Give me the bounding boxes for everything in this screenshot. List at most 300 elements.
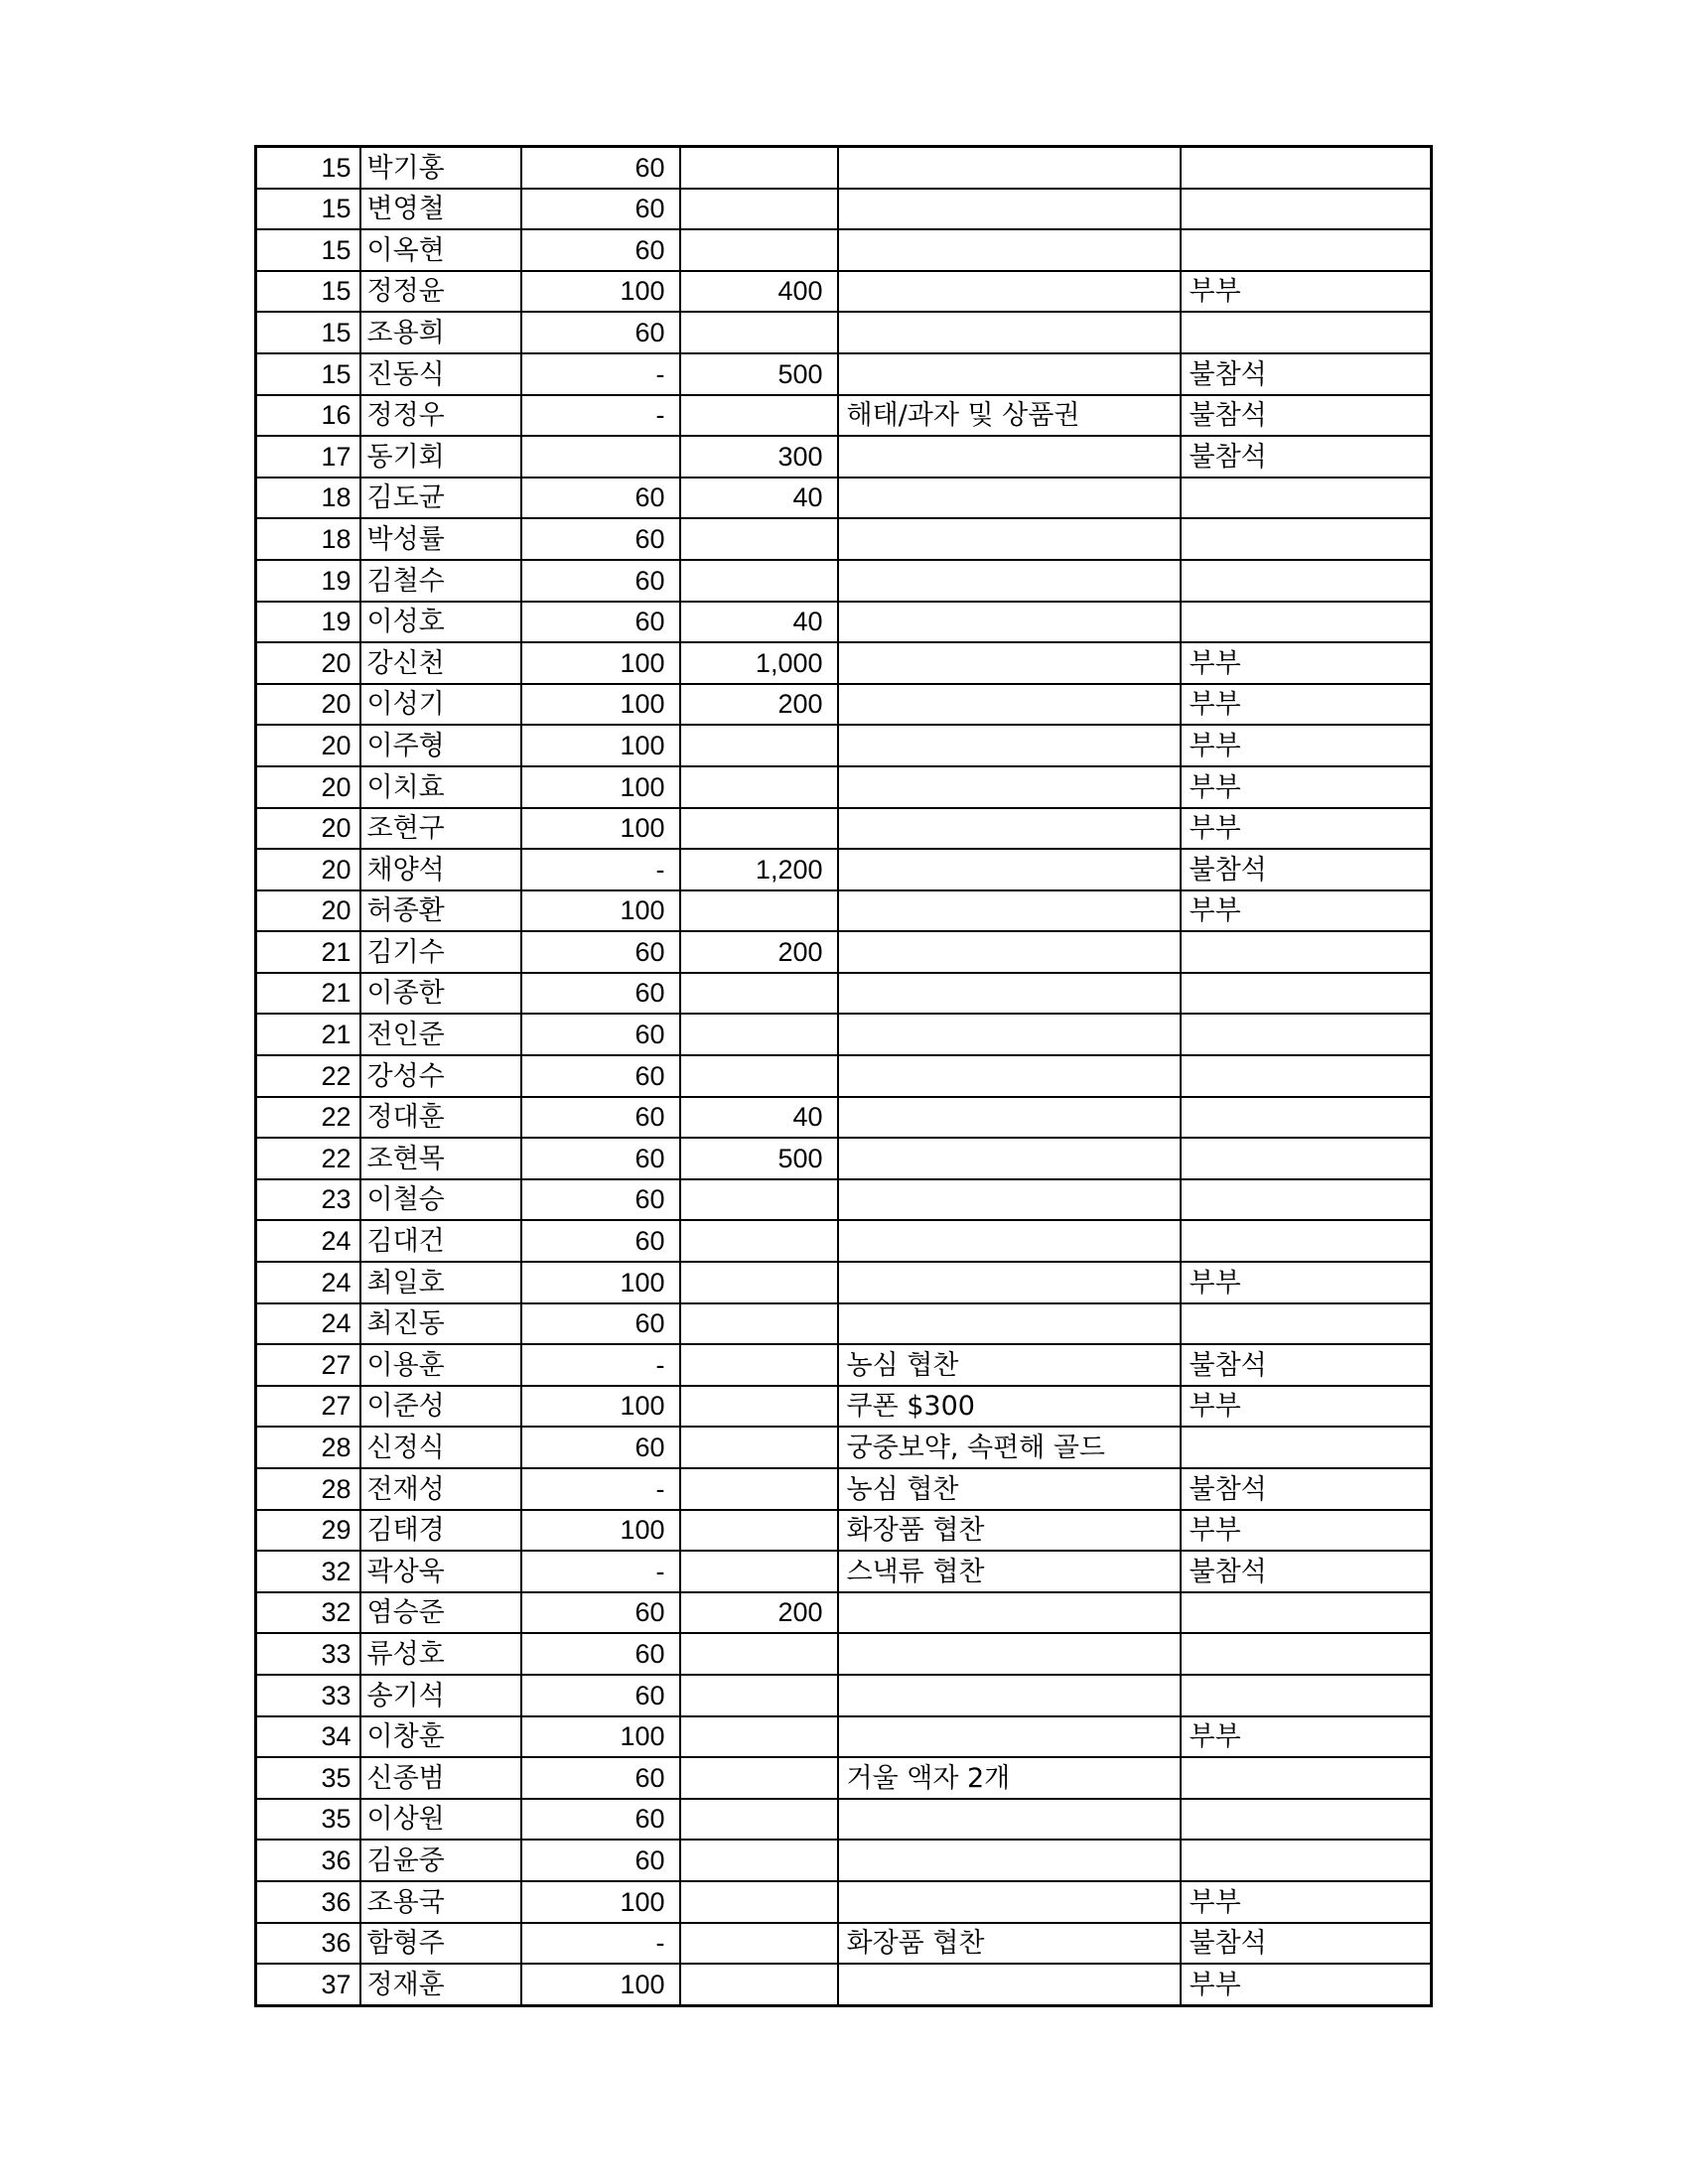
member-name-cell: 전재성 <box>360 1468 521 1510</box>
note-cell <box>838 1179 1181 1221</box>
amount-b-cell <box>680 1881 838 1923</box>
note-cell <box>838 890 1181 932</box>
member-name-cell: 김윤중 <box>360 1840 521 1881</box>
table-row <box>256 353 1432 395</box>
member-name-cell: 최일호 <box>360 1262 521 1303</box>
table-row <box>256 1510 1432 1552</box>
amount-b-cell <box>680 1055 838 1097</box>
note-cell <box>838 1633 1181 1675</box>
table-row <box>256 1923 1432 1965</box>
status-cell <box>1181 147 1432 189</box>
class-number-cell: 20 <box>256 684 360 726</box>
roster-body <box>256 147 1432 2006</box>
amount-b-cell <box>680 560 838 602</box>
status-cell <box>1181 1138 1432 1179</box>
table-row <box>256 1468 1432 1510</box>
member-name-cell: 이상원 <box>360 1799 521 1841</box>
class-number-cell: 29 <box>256 1510 360 1552</box>
status-cell: 부부 <box>1181 271 1432 313</box>
amount-a-cell: 60 <box>521 147 680 189</box>
member-name-cell: 이철승 <box>360 1179 521 1221</box>
amount-b-cell <box>680 1220 838 1262</box>
note-cell <box>838 353 1181 395</box>
amount-a-cell: 60 <box>521 1220 680 1262</box>
note-cell <box>838 1097 1181 1139</box>
table-row <box>256 518 1432 560</box>
class-number-cell: 18 <box>256 518 360 560</box>
amount-a-cell: - <box>521 1551 680 1592</box>
member-name-cell: 김대건 <box>360 1220 521 1262</box>
class-number-cell: 22 <box>256 1097 360 1139</box>
note-cell <box>838 271 1181 313</box>
note-cell: 농심 협찬 <box>838 1344 1181 1386</box>
member-name-cell: 이창훈 <box>360 1716 521 1758</box>
class-number-cell: 34 <box>256 1716 360 1758</box>
note-cell <box>838 518 1181 560</box>
amount-b-cell <box>680 1427 838 1468</box>
amount-b-cell <box>680 189 838 230</box>
amount-a-cell: - <box>521 353 680 395</box>
class-number-cell: 20 <box>256 766 360 808</box>
status-cell <box>1181 560 1432 602</box>
class-number-cell: 32 <box>256 1551 360 1592</box>
table-row <box>256 1262 1432 1303</box>
amount-a-cell: - <box>521 395 680 437</box>
table-row <box>256 1055 1432 1097</box>
amount-a-cell: 60 <box>521 229 680 271</box>
amount-a-cell: 60 <box>521 1675 680 1716</box>
member-name-cell: 변영철 <box>360 189 521 230</box>
class-number-cell: 37 <box>256 1964 360 2005</box>
note-cell <box>838 1220 1181 1262</box>
amount-b-cell <box>680 1510 838 1552</box>
member-name-cell: 김태경 <box>360 1510 521 1552</box>
class-number-cell: 28 <box>256 1468 360 1510</box>
class-number-cell: 27 <box>256 1344 360 1386</box>
note-cell <box>838 478 1181 519</box>
note-cell <box>838 1964 1181 2005</box>
status-cell <box>1181 1014 1432 1055</box>
amount-b-cell: 40 <box>680 1097 838 1139</box>
amount-a-cell: 60 <box>521 1592 680 1634</box>
amount-a-cell: 60 <box>521 1097 680 1139</box>
status-cell: 부부 <box>1181 766 1432 808</box>
note-cell: 거울 액자 2개 <box>838 1757 1181 1799</box>
member-name-cell: 채양석 <box>360 849 521 890</box>
amount-a-cell: 100 <box>521 808 680 850</box>
table-row <box>256 1633 1432 1675</box>
amount-a-cell: 100 <box>521 642 680 684</box>
status-cell <box>1181 518 1432 560</box>
amount-b-cell: 400 <box>680 271 838 313</box>
member-name-cell: 전인준 <box>360 1014 521 1055</box>
amount-b-cell <box>680 1551 838 1592</box>
amount-b-cell <box>680 395 838 437</box>
table-row <box>256 312 1432 353</box>
table-row <box>256 1551 1432 1592</box>
table-row <box>256 808 1432 850</box>
amount-a-cell: 100 <box>521 1716 680 1758</box>
table-row <box>256 890 1432 932</box>
member-name-cell: 박성률 <box>360 518 521 560</box>
amount-b-cell <box>680 147 838 189</box>
amount-a-cell: 60 <box>521 1138 680 1179</box>
amount-a-cell: - <box>521 849 680 890</box>
class-number-cell: 27 <box>256 1386 360 1428</box>
amount-b-cell <box>680 518 838 560</box>
status-cell: 부부 <box>1181 1716 1432 1758</box>
note-cell <box>838 1303 1181 1345</box>
class-number-cell: 33 <box>256 1675 360 1716</box>
note-cell <box>838 229 1181 271</box>
class-number-cell: 21 <box>256 973 360 1015</box>
class-number-cell: 20 <box>256 890 360 932</box>
status-cell <box>1181 1055 1432 1097</box>
amount-b-cell <box>680 1344 838 1386</box>
table-row <box>256 931 1432 973</box>
note-cell <box>838 1592 1181 1634</box>
class-number-cell: 21 <box>256 1014 360 1055</box>
member-name-cell: 정정윤 <box>360 271 521 313</box>
member-name-cell: 이성기 <box>360 684 521 726</box>
table-row <box>256 271 1432 313</box>
amount-a-cell: 100 <box>521 725 680 766</box>
member-name-cell: 이성호 <box>360 602 521 643</box>
table-row <box>256 1592 1432 1634</box>
member-name-cell: 박기홍 <box>360 147 521 189</box>
amount-b-cell <box>680 1633 838 1675</box>
member-name-cell: 정정우 <box>360 395 521 437</box>
status-cell <box>1181 189 1432 230</box>
class-number-cell: 15 <box>256 229 360 271</box>
table-row <box>256 766 1432 808</box>
amount-a-cell: 60 <box>521 1840 680 1881</box>
amount-a-cell: - <box>521 1923 680 1965</box>
table-row <box>256 395 1432 437</box>
table-row <box>256 229 1432 271</box>
status-cell: 부부 <box>1181 642 1432 684</box>
member-name-cell: 이용훈 <box>360 1344 521 1386</box>
note-cell <box>838 1840 1181 1881</box>
status-cell <box>1181 1799 1432 1841</box>
note-cell <box>838 931 1181 973</box>
note-cell: 스낵류 협찬 <box>838 1551 1181 1592</box>
amount-a-cell: 60 <box>521 1633 680 1675</box>
member-name-cell: 동기회 <box>360 436 521 478</box>
table-row <box>256 1014 1432 1055</box>
member-name-cell: 김기수 <box>360 931 521 973</box>
amount-b-cell <box>680 1716 838 1758</box>
note-cell <box>838 1055 1181 1097</box>
table-row <box>256 1097 1432 1139</box>
class-number-cell: 15 <box>256 147 360 189</box>
amount-a-cell: 100 <box>521 766 680 808</box>
amount-a-cell: 60 <box>521 1799 680 1841</box>
status-cell: 부부 <box>1181 1386 1432 1428</box>
status-cell: 불참석 <box>1181 353 1432 395</box>
class-number-cell: 15 <box>256 312 360 353</box>
class-number-cell: 23 <box>256 1179 360 1221</box>
amount-a-cell: 100 <box>521 684 680 726</box>
class-number-cell: 20 <box>256 849 360 890</box>
member-name-cell: 허종환 <box>360 890 521 932</box>
member-name-cell: 진동식 <box>360 353 521 395</box>
amount-a-cell: 100 <box>521 271 680 313</box>
class-number-cell: 17 <box>256 436 360 478</box>
member-name-cell: 신종범 <box>360 1757 521 1799</box>
note-cell <box>838 1716 1181 1758</box>
class-number-cell: 19 <box>256 560 360 602</box>
status-cell: 부부 <box>1181 1262 1432 1303</box>
amount-b-cell: 1,200 <box>680 849 838 890</box>
member-name-cell: 이치효 <box>360 766 521 808</box>
table-row <box>256 1964 1432 2005</box>
amount-a-cell: 60 <box>521 1303 680 1345</box>
member-name-cell: 송기석 <box>360 1675 521 1716</box>
note-cell <box>838 725 1181 766</box>
table-row <box>256 602 1432 643</box>
amount-a-cell: 60 <box>521 312 680 353</box>
note-cell <box>838 312 1181 353</box>
class-number-cell: 20 <box>256 808 360 850</box>
amount-b-cell <box>680 1923 838 1965</box>
table-row <box>256 1386 1432 1428</box>
class-number-cell: 28 <box>256 1427 360 1468</box>
amount-b-cell <box>680 1386 838 1428</box>
note-cell: 해태/과자 및 상품권 <box>838 395 1181 437</box>
amount-b-cell: 200 <box>680 1592 838 1634</box>
table-row <box>256 1881 1432 1923</box>
amount-b-cell <box>680 1014 838 1055</box>
class-number-cell: 24 <box>256 1303 360 1345</box>
amount-a-cell: 60 <box>521 478 680 519</box>
note-cell <box>838 189 1181 230</box>
note-cell <box>838 1014 1181 1055</box>
table-row <box>256 147 1432 189</box>
status-cell: 불참석 <box>1181 436 1432 478</box>
note-cell <box>838 436 1181 478</box>
amount-b-cell <box>680 808 838 850</box>
class-number-cell: 21 <box>256 931 360 973</box>
amount-b-cell: 40 <box>680 602 838 643</box>
table-row <box>256 189 1432 230</box>
amount-b-cell <box>680 1468 838 1510</box>
class-number-cell: 36 <box>256 1923 360 1965</box>
status-cell <box>1181 1303 1432 1345</box>
member-name-cell: 조현구 <box>360 808 521 850</box>
member-name-cell: 이준성 <box>360 1386 521 1428</box>
class-number-cell: 24 <box>256 1262 360 1303</box>
amount-b-cell <box>680 725 838 766</box>
status-cell <box>1181 312 1432 353</box>
status-cell: 부부 <box>1181 684 1432 726</box>
amount-b-cell <box>680 890 838 932</box>
status-cell <box>1181 1633 1432 1675</box>
status-cell: 부부 <box>1181 1964 1432 2005</box>
table-row <box>256 436 1432 478</box>
member-name-cell: 김도균 <box>360 478 521 519</box>
class-number-cell: 33 <box>256 1633 360 1675</box>
note-cell: 농심 협찬 <box>838 1468 1181 1510</box>
amount-b-cell: 200 <box>680 931 838 973</box>
amount-b-cell: 500 <box>680 353 838 395</box>
member-name-cell: 이옥현 <box>360 229 521 271</box>
note-cell <box>838 602 1181 643</box>
table-row <box>256 1303 1432 1345</box>
status-cell <box>1181 1427 1432 1468</box>
amount-a-cell: 100 <box>521 1510 680 1552</box>
class-number-cell: 16 <box>256 395 360 437</box>
table-row <box>256 1427 1432 1468</box>
table-row <box>256 973 1432 1015</box>
member-name-cell: 조용국 <box>360 1881 521 1923</box>
class-number-cell: 36 <box>256 1881 360 1923</box>
status-cell <box>1181 1179 1432 1221</box>
status-cell <box>1181 1097 1432 1139</box>
table-row <box>256 1179 1432 1221</box>
class-number-cell: 20 <box>256 725 360 766</box>
note-cell <box>838 766 1181 808</box>
table-row <box>256 1716 1432 1758</box>
class-number-cell: 22 <box>256 1055 360 1097</box>
note-cell: 화장품 협찬 <box>838 1923 1181 1965</box>
status-cell <box>1181 1757 1432 1799</box>
class-number-cell: 24 <box>256 1220 360 1262</box>
amount-b-cell: 1,000 <box>680 642 838 684</box>
status-cell: 부부 <box>1181 1881 1432 1923</box>
amount-b-cell <box>680 1179 838 1221</box>
class-number-cell: 35 <box>256 1757 360 1799</box>
table-row <box>256 642 1432 684</box>
amount-b-cell <box>680 1799 838 1841</box>
amount-a-cell: 60 <box>521 1055 680 1097</box>
table-row <box>256 725 1432 766</box>
amount-b-cell <box>680 1964 838 2005</box>
status-cell <box>1181 478 1432 519</box>
amount-b-cell <box>680 1840 838 1881</box>
amount-b-cell: 40 <box>680 478 838 519</box>
note-cell <box>838 1262 1181 1303</box>
note-cell <box>838 1799 1181 1841</box>
class-number-cell: 18 <box>256 478 360 519</box>
status-cell <box>1181 1675 1432 1716</box>
amount-b-cell <box>680 766 838 808</box>
class-number-cell: 20 <box>256 642 360 684</box>
table-row <box>256 1757 1432 1799</box>
member-name-cell: 이주형 <box>360 725 521 766</box>
status-cell: 불참석 <box>1181 395 1432 437</box>
amount-a-cell: 60 <box>521 1427 680 1468</box>
amount-a-cell: 100 <box>521 1881 680 1923</box>
table-row <box>256 1840 1432 1881</box>
table-row <box>256 1799 1432 1841</box>
member-name-cell: 최진동 <box>360 1303 521 1345</box>
status-cell: 부부 <box>1181 725 1432 766</box>
status-cell: 불참석 <box>1181 1344 1432 1386</box>
member-name-cell: 정대훈 <box>360 1097 521 1139</box>
table-row <box>256 1344 1432 1386</box>
member-name-cell: 신정식 <box>360 1427 521 1468</box>
note-cell: 화장품 협찬 <box>838 1510 1181 1552</box>
table-row <box>256 1138 1432 1179</box>
note-cell <box>838 642 1181 684</box>
status-cell: 부부 <box>1181 808 1432 850</box>
amount-a-cell: - <box>521 1468 680 1510</box>
class-number-cell: 22 <box>256 1138 360 1179</box>
class-number-cell: 35 <box>256 1799 360 1841</box>
note-cell: 쿠폰 $300 <box>838 1386 1181 1428</box>
amount-a-cell: 60 <box>521 1014 680 1055</box>
note-cell: 궁중보약, 속편해 골드 <box>838 1427 1181 1468</box>
amount-b-cell: 200 <box>680 684 838 726</box>
table-row <box>256 1675 1432 1716</box>
amount-a-cell: 60 <box>521 931 680 973</box>
table-row <box>256 849 1432 890</box>
status-cell: 부부 <box>1181 1510 1432 1552</box>
note-cell <box>838 1675 1181 1716</box>
note-cell <box>838 684 1181 726</box>
member-name-cell: 조용희 <box>360 312 521 353</box>
amount-a-cell <box>521 436 680 478</box>
amount-a-cell: - <box>521 1344 680 1386</box>
amount-b-cell: 300 <box>680 436 838 478</box>
class-number-cell: 32 <box>256 1592 360 1634</box>
amount-a-cell: 60 <box>521 518 680 560</box>
status-cell: 불참석 <box>1181 849 1432 890</box>
member-name-cell: 강신천 <box>360 642 521 684</box>
status-cell <box>1181 973 1432 1015</box>
amount-b-cell: 500 <box>680 1138 838 1179</box>
amount-b-cell <box>680 1757 838 1799</box>
member-name-cell: 함형주 <box>360 1923 521 1965</box>
member-name-cell: 염승준 <box>360 1592 521 1634</box>
amount-a-cell: 60 <box>521 560 680 602</box>
amount-a-cell: 100 <box>521 1262 680 1303</box>
table-row <box>256 478 1432 519</box>
status-cell <box>1181 1220 1432 1262</box>
class-number-cell: 15 <box>256 353 360 395</box>
member-name-cell: 강성수 <box>360 1055 521 1097</box>
amount-a-cell: 60 <box>521 189 680 230</box>
member-name-cell: 이종한 <box>360 973 521 1015</box>
amount-a-cell: 60 <box>521 602 680 643</box>
table-row <box>256 1220 1432 1262</box>
class-number-cell: 15 <box>256 271 360 313</box>
note-cell <box>838 1881 1181 1923</box>
member-name-cell: 정재훈 <box>360 1964 521 2005</box>
member-name-cell: 조현목 <box>360 1138 521 1179</box>
member-name-cell: 곽상욱 <box>360 1551 521 1592</box>
roster-table <box>254 145 1433 2007</box>
amount-b-cell <box>680 1303 838 1345</box>
amount-a-cell: 60 <box>521 1179 680 1221</box>
amount-a-cell: 100 <box>521 890 680 932</box>
note-cell <box>838 808 1181 850</box>
member-name-cell: 김철수 <box>360 560 521 602</box>
amount-b-cell <box>680 973 838 1015</box>
table-row <box>256 684 1432 726</box>
table-row <box>256 560 1432 602</box>
status-cell <box>1181 602 1432 643</box>
status-cell <box>1181 229 1432 271</box>
status-cell <box>1181 1592 1432 1634</box>
status-cell: 불참석 <box>1181 1551 1432 1592</box>
note-cell <box>838 1138 1181 1179</box>
class-number-cell: 19 <box>256 602 360 643</box>
class-number-cell: 36 <box>256 1840 360 1881</box>
member-name-cell: 류성호 <box>360 1633 521 1675</box>
amount-b-cell <box>680 1675 838 1716</box>
